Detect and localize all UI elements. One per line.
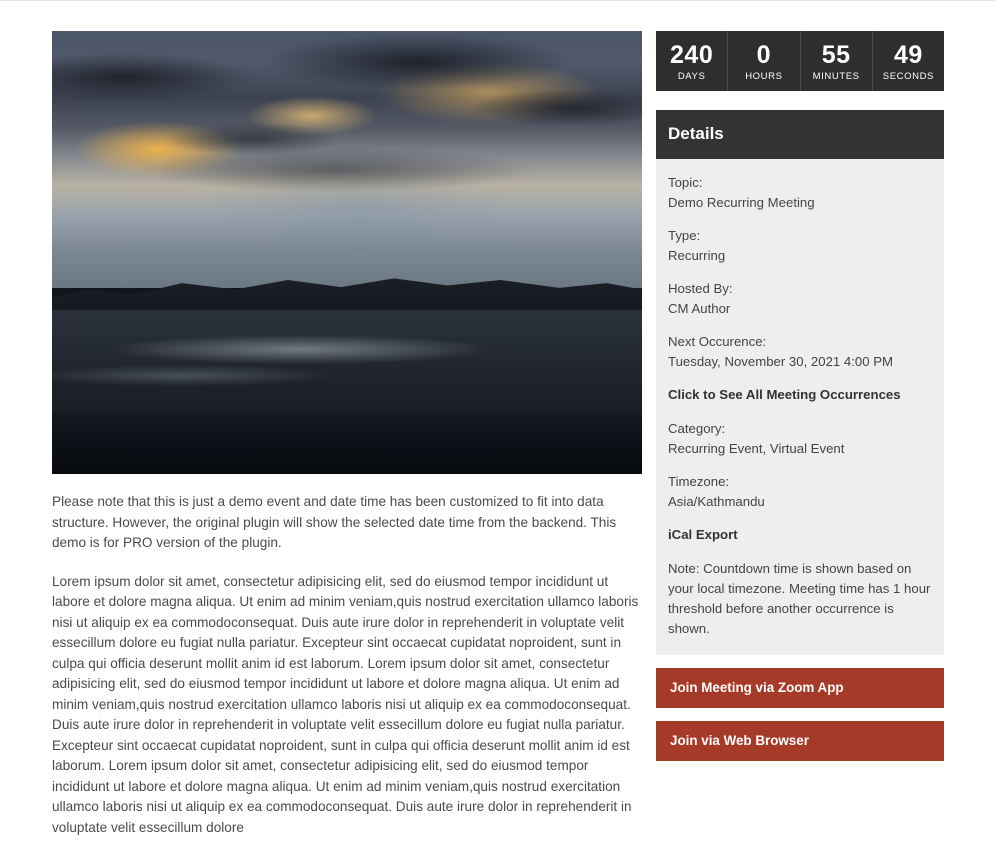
detail-topic: [668, 173, 932, 213]
event-description: [52, 492, 642, 838]
hero-clouds-layer: [52, 31, 642, 288]
join-meeting-zoom-app-button[interactable]: Join Meeting via Zoom App: [656, 668, 944, 708]
countdown-unit-hours: [728, 31, 800, 91]
detail-timezone-label: Timezone:: [668, 474, 730, 489]
detail-hosted-by-value: CM Author: [668, 301, 731, 316]
detail-hosted-by: [668, 279, 932, 319]
countdown-seconds-value: 49: [893, 41, 923, 69]
hero-foreground-layer: [52, 412, 642, 474]
countdown-timer: [656, 31, 944, 91]
event-featured-image: [52, 31, 642, 474]
countdown-minutes-label: MINUTES: [812, 71, 860, 82]
join-web-browser-button[interactable]: Join via Web Browser: [656, 721, 944, 761]
event-article: [52, 31, 642, 856]
countdown-unit-seconds: [873, 31, 944, 91]
countdown-unit-days: [656, 31, 728, 91]
countdown-unit-minutes: [801, 31, 873, 91]
detail-type-value: Recurring: [668, 248, 726, 263]
countdown-note: Note: Countdown time is shown based on your local timezone. Meeting time has 1 hour threshold before another occurrence is shown.: [668, 561, 931, 636]
detail-category: [668, 419, 932, 459]
detail-next-occurrence-value: Tuesday, November 30, 2021 4:00 PM: [668, 354, 894, 369]
event-description-paragraph-2: Lorem ipsum dolor sit amet, consectetur adipisicing elit, sed do eiusmod tempor incididunt ut labore et dolore magna aliqua. Ut enim ad minim veniam,quis nostrud exercitation ullamco laboris nisi ut aliquip ex ea commodoconsequat. Duis aute irure dolor in reprehenderit in voluptate velit essecillum dolore eu fugiat nulla pariatur. Excepteur sint occaecat cupidatat noproident, sunt in culpa qui officia deserunt mollit anim id est laborum. Lorem ipsum dolor sit amet, consectetur adipisicing elit, sed do eiusmod tempor incididunt ut labore et dolore magna aliqua. Ut enim ad minim veniam,quis nostrud exercitation ullamco laboris nisi ut aliquip ex ea commodoconsequat. Duis aute irure dolor in reprehenderit in voluptate velit essecillum dolore eu fugiat nulla pariatur. Excepteur sint occaecat cupidatat noproident, sunt in culpa qui officia deserunt mollit anim id est laborum. Lorem ipsum dolor sit amet, consectetur adipisicing elit, sed do eiusmod tempor incididunt ut labore et dolore magna aliqua. Ut enim ad minim veniam,quis nostrud exercitation ullamco laboris nisi ut aliquip ex ea commodoconsequat. Duis aute irure dolor in reprehenderit in voluptate velit essecillum dolore: [52, 573, 639, 835]
detail-category-label: Category:: [668, 421, 726, 436]
details-panel-heading: Details: [656, 110, 944, 159]
countdown-days-value: 240: [670, 41, 714, 69]
event-description-paragraph-1: Please note that this is just a demo event and date time has been customized to fit into data structure. However, the original plugin will show the selected date time from the backend. This demo is for PRO version of the plugin.: [52, 494, 617, 550]
countdown-seconds-label: SECONDS: [882, 71, 934, 82]
countdown-hours-label: HOURS: [745, 71, 783, 82]
countdown-days-label: DAYS: [677, 71, 706, 82]
detail-type: [668, 226, 932, 266]
detail-next-occurrence-label: Next Occurence:: [668, 334, 767, 349]
detail-topic-value: Demo Recurring Meeting: [668, 195, 815, 210]
detail-type-label: Type:: [668, 228, 701, 243]
ical-export-link[interactable]: iCal Export: [668, 527, 738, 542]
all-occurrences-link[interactable]: Click to See All Meeting Occurrences: [668, 387, 901, 402]
page-top-divider: [0, 0, 995, 1]
countdown-minutes-value: 55: [821, 41, 851, 69]
detail-hosted-by-label: Hosted By:: [668, 281, 733, 296]
detail-timezone-value: Asia/Kathmandu: [668, 494, 765, 509]
detail-timezone: [668, 472, 932, 512]
detail-topic-label: Topic:: [668, 175, 703, 190]
detail-category-value: Recurring Event, Virtual Event: [668, 441, 845, 456]
countdown-hours-value: 0: [756, 41, 772, 69]
event-sidebar: [656, 31, 944, 761]
details-panel-body: [656, 159, 944, 655]
detail-next-occurrence: [668, 332, 932, 372]
